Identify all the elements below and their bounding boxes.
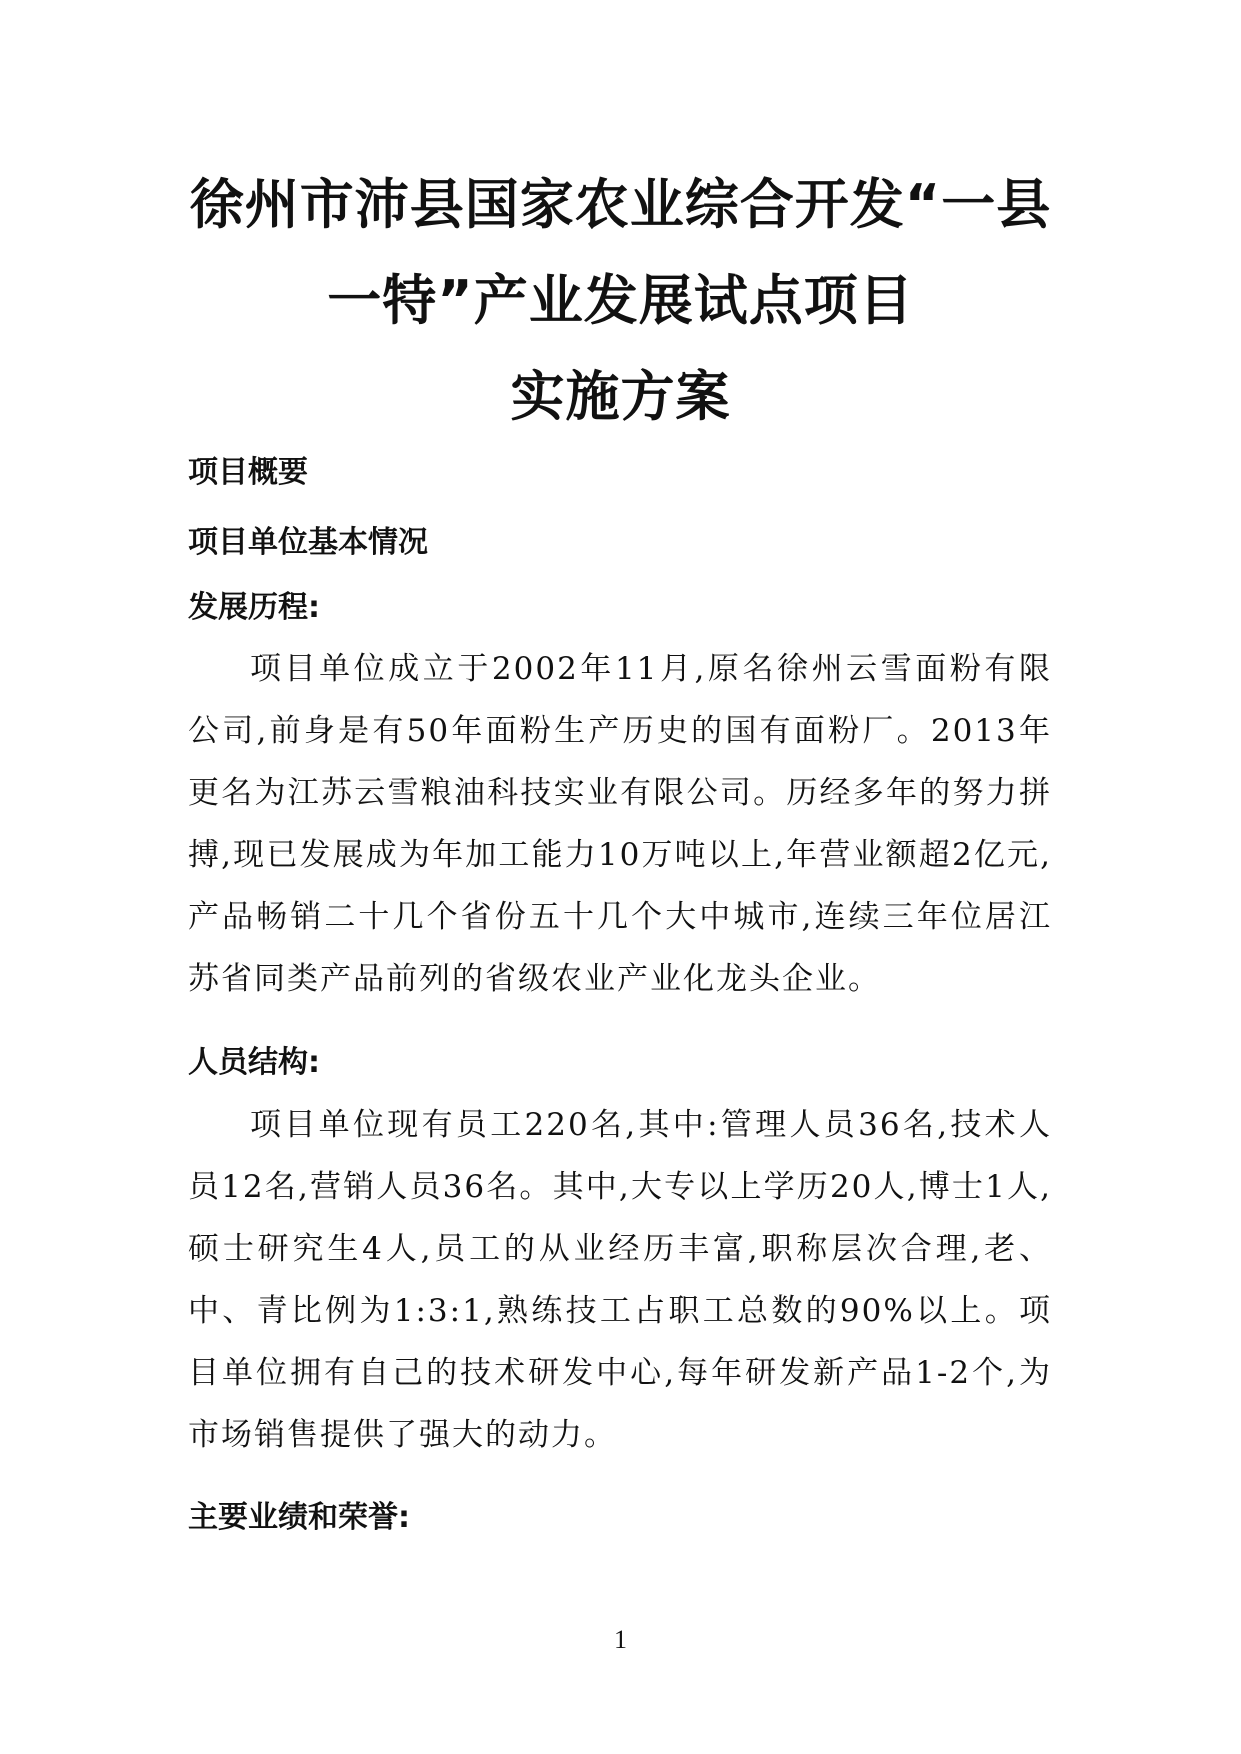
section-heading-achievements: 主要业绩和荣誉: — [188, 1500, 410, 1535]
document-title-line-1: 徐州市沛县国家农业综合开发“一县 — [189, 173, 1052, 236]
staff-paragraph: 项目单位现有员工220名,其中:管理人员36名,技术人员12名,营销人员36名。其中,大专以上学历20人,博士1人,硕士研究生4人,员工的从业经历丰富,职称层次合理,老、中、青比例为1:3:1,熟练技工占职工总数的90%以上。项目单位拥有自己的技术研发中心,每年研发新产品1-2个,为市场销售提供了强大的动力。 — [188, 1107, 1052, 1453]
section-heading-staff: 人员结构: — [188, 1045, 320, 1080]
document-title-line-3: 实施方案 — [510, 365, 731, 428]
section-heading-unit-info: 项目单位基本情况 — [188, 525, 428, 560]
page-number: 1 — [614, 1625, 627, 1654]
document-title-line-2: 一特”产业发展试点项目 — [327, 269, 914, 332]
section-heading-history: 发展历程: — [188, 590, 320, 625]
section-heading-overview: 项目概要 — [188, 455, 308, 490]
history-paragraph: 项目单位成立于2002年11月,原名徐州云雪面粉有限公司,前身是有50年面粉生产历史的国有面粉厂。2013年更名为江苏云雪粮油科技实业有限公司。历经多年的努力拼搏,现已发展成为年加工能力10万吨以上,年营业额超2亿元,产品畅销二十几个省份五十几个大中城市,连续三年位居江苏省同类产品前列的省级农业产业化龙头企业。 — [188, 651, 1052, 997]
